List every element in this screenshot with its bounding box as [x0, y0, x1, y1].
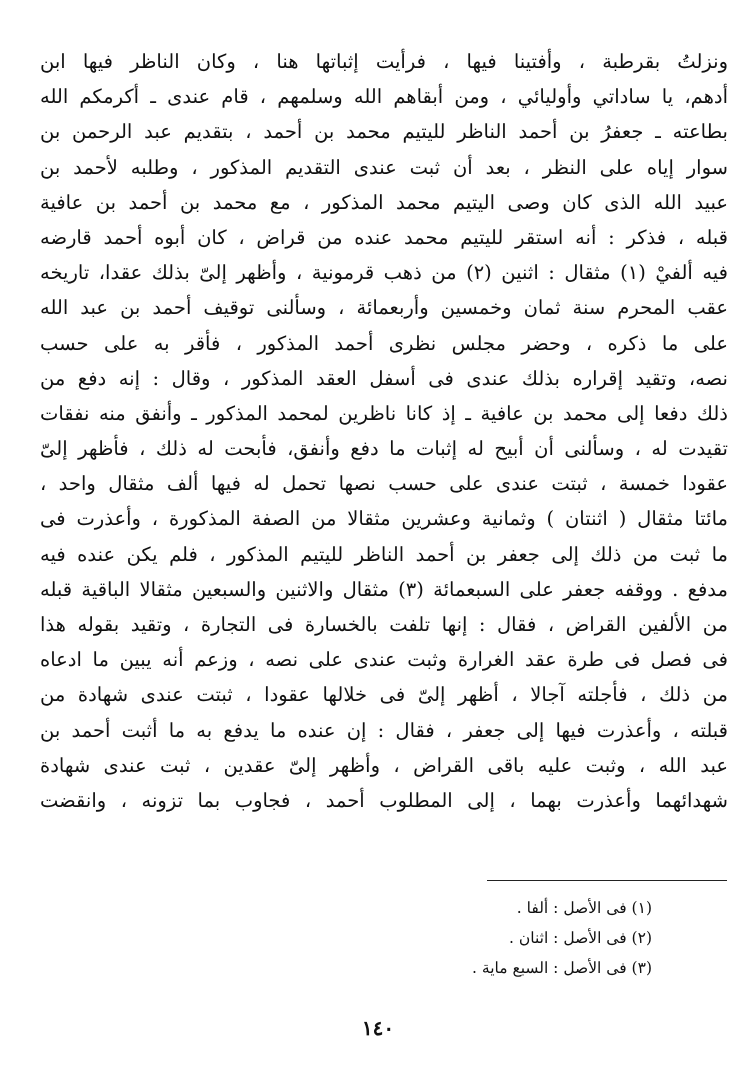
- footnote-1: (١) فى الأصل : ألفا .: [516, 899, 652, 917]
- text-line-4: سوار إياه على النظر ، بعد أن ثبت عندى التقديم المذكور ، وطلبه لأحمد بن: [40, 155, 728, 179]
- text-line-21: عبد الله ، وثبت عليه باقى القراض ، وأظهر إلىّ عقدين ، ثبت عندى شهادة: [40, 753, 728, 777]
- text-line-2: أدهم، يا ساداتي وأوليائي ، ومن أبقاهم الله وسلمهم ، قام عندى ـ أكرمكم الله: [40, 85, 728, 109]
- footnote-3: (٣) فى الأصل : السبع ماية .: [472, 959, 652, 977]
- text-line-22: شهدائهما وأعذرت بهما ، إلى المطلوب أحمد ، فجاوب بما تزونه ، وانقضت: [40, 788, 728, 812]
- text-line-18: فى فصل فى طرة عقد الغرارة وثبت عندى على نصه ، وزعم أنه يبين ما ادعاه: [40, 648, 728, 672]
- text-line-17: من الألفين القراض ، فقال : إنها تلفت بالخسارة فى التجارة ، وتقيد بقوله هذا: [40, 613, 728, 636]
- text-line-20: قبلته ، وأعذرت فيها إلى جعفر ، فقال : إن عنده ما يدفع به ما أثبت أحمد بن: [40, 718, 728, 742]
- text-line-16: مدفع . ووقفه جعفر على السبعمائة (٣) مثقال والاثنين والسبعين مثقالا الباقية قبله: [40, 577, 728, 601]
- footnote-2: (٢) فى الأصل : اثنان .: [509, 929, 652, 947]
- text-line-8: عقب المحرم سنة ثمان وخمسين وأربعمائة ، وسألنى توقيف أحمد بن عبد الله: [40, 296, 728, 320]
- main-text: [40, 44, 728, 818]
- text-line-11: ذلك دفعا إلى محمد بن عافية ـ إذ كانا ناظرين لمحمد المذكور ـ وأنفق منه نفقات: [40, 401, 728, 425]
- text-line-13: عقودا خمسة ، ثبتت عندى على حسب نصها تحمل له فيها ألف مثقال واحد ،: [40, 472, 728, 496]
- text-line-6: قبله ، فذكر : أنه استقر لليتيم محمد عنده من قراض ، كان أبوه أحمد قارضه: [40, 225, 728, 249]
- footnote-separator: [487, 880, 727, 881]
- text-line-1: ونزلتُ بقرطبة ، وأفتينا فيها ، فرأيت إثباتها هنا ، وكان الناظر فيها ابن: [40, 50, 728, 73]
- text-line-10: نصه، وتقيد إقراره بذلك عندى فى أسفل العقد المذكور ، وقال : إنه دفع من: [40, 366, 728, 390]
- text-line-5: عبيد الله الذى كان وصى اليتيم محمد المذكور ، مع محمد بن أحمد بن عافية: [40, 190, 728, 214]
- text-line-15: ما ثبت من ذلك إلى جعفر بن أحمد الناظر لليتيم المذكور ، فلم يكن عنده فيه: [40, 542, 728, 566]
- footnotes: [472, 893, 652, 983]
- text-line-14: مائتا مثقال ( اثنتان ) وثمانية وعشرين مثقالا من الصفة المذكورة ، وأعذرت فى: [40, 507, 728, 531]
- text-line-9: على ما ذكره ، وحضر مجلس نظرى أحمد المذكور ، فأقر به على حسب: [40, 331, 728, 355]
- text-line-12: تقيدت له ، وسألنى أن أبيح له إثبات ما دفع وأنفق، فأبحت له ذلك ، فأظهر إلىّ: [40, 437, 728, 461]
- text-line-7: فيه ألفيْ (١) مثقال : اثنين (٢) من ذهب قرمونية ، وأظهر إلىّ بذلك عقدا، تاريخه: [40, 261, 728, 285]
- text-line-3: بطاعته ـ جعفرُ بن أحمد الناظر لليتيم محمد بن أحمد ، بتقديم عبد الرحمن بن: [40, 120, 728, 144]
- page-number: ١٤٠: [361, 1016, 395, 1040]
- text-line-19: من ذلك ، فأجلته آجالا ، أظهر إلىّ فى خلالها عقودا ، ثبتت عندى شهادة من: [40, 683, 728, 707]
